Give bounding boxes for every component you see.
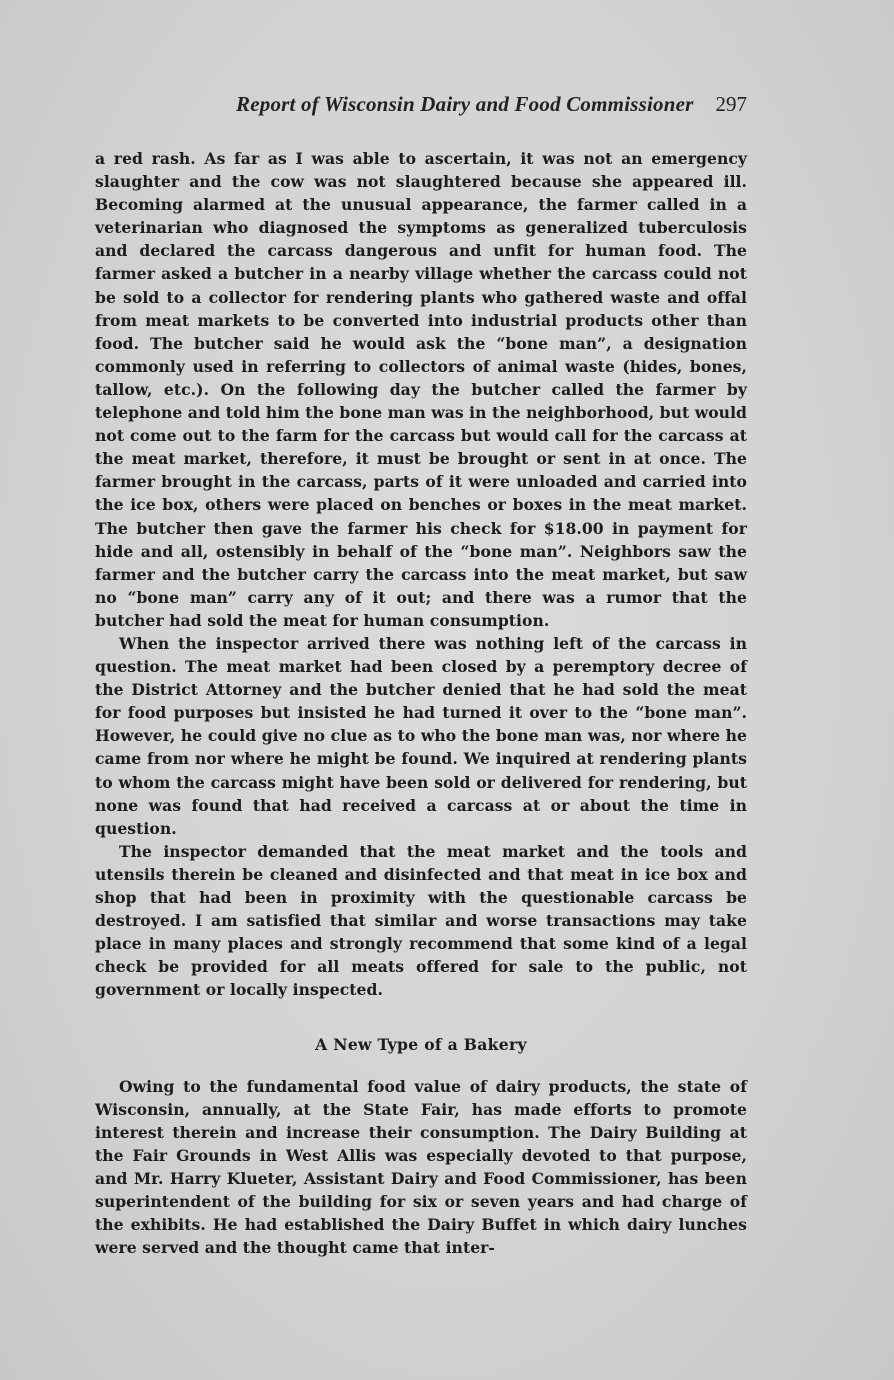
running-head bbox=[95, 92, 747, 126]
running-head-title: Report of Wisconsin Dairy and Food Commissioner bbox=[236, 92, 694, 116]
document-page bbox=[95, 92, 747, 1259]
paragraph: a red rash. As far as I was able to ascertain, it was not an emergency slaughter and the cow was not slaughtered because she appeared ill. Becoming alarmed at the unusual appearance, the farmer called in a veterinarian who diagnosed the symptoms as generalized tuberculosis and declared the carcass dangerous and unfit for human food. The farmer asked a butcher in a nearby village whether the carcass could not be sold to a collector for rendering plants who gathered waste and offal from meat markets to be converted into industrial products other than food. The butcher said he would ask the “bone man”, a designation commonly used in referring to collectors of animal waste (hides, bones, tallow, etc.). On the following day the butcher called the farmer by telephone and told him the bone man was in the neighborhood, but would not come out to the farm for the carcass but would call for the carcass at the meat market, therefore, it must be brought or sent in at once. The farmer brought in the carcass, parts of it were unloaded and carried into the ice box, others were placed on benches or boxes in the meat market. The butcher then gave the farmer his check for $18.00 in payment for hide and all, ostensibly in behalf of the “bone man”. Neighbors saw the farmer and the butcher carry the carcass into the meat market, but saw no “bone man” carry any of it out; and there was a rumor that the butcher had sold the meat for human consumption. bbox=[95, 149, 747, 630]
paragraph: When the inspector arrived there was nothing left of the carcass in question. The meat market had been closed by a peremptory decree of the District Attorney and the butcher denied that he had sold the meat for food purposes but insisted he had turned it over to the “bone man”. However, he could give no clue as to who the bone man was, nor where he came from nor where he might be found. We inquired at rendering plants to whom the carcass might have been sold or delivered for rendering, but none was found that had received a carcass at or about the time in question. bbox=[95, 633, 747, 838]
paragraph: The inspector demanded that the meat market and the tools and utensils therein be cleaned and disinfected and that meat in ice box and shop that had been in proximity with the questionable carcass be destroyed. I am satisfied that similar and worse transactions may take place in many places and strongly recommend that some kind of a legal check be provided for all meats offered for sale to the public, not government or locally inspected. bbox=[95, 841, 747, 1000]
page-number: 297 bbox=[715, 92, 747, 116]
section-heading: A New Type of a Bakery bbox=[315, 1035, 527, 1055]
body-text bbox=[95, 147, 747, 1259]
paragraph: Owing to the fundamental food value of dairy products, the state of Wisconsin, annually, at the State Fair, has made efforts to promote interest therein and increase their consumption. The Dairy Building at the Fair Grounds in West Allis was especially devoted to that purpose, and Mr. Harry Klueter, Assistant Dairy and Food Commissioner, has been superintendent of the building for six or seven years and had charge of the exhibits. He had established the Dairy Buffet in which dairy lunches were served and the thought came that inter- bbox=[95, 1076, 747, 1258]
